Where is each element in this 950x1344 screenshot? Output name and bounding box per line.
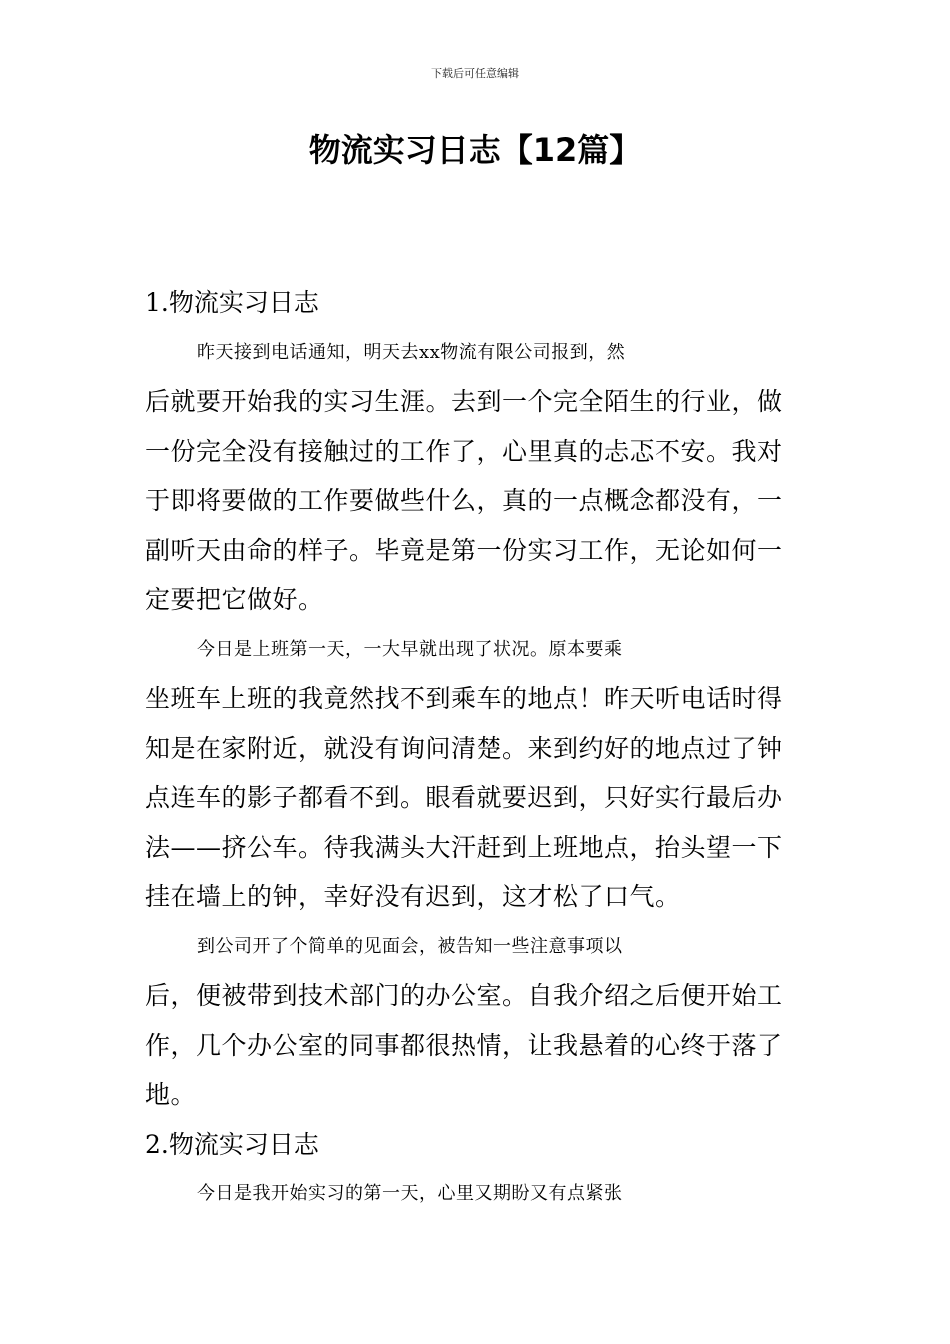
section-2 (145, 1120, 807, 1219)
paragraph (145, 328, 807, 625)
text-line: 定要把它做好。 (145, 585, 324, 614)
text-line: 副听天由命的样子。毕竟是第一份实习工作，无论如何一 (145, 535, 783, 565)
document-body (145, 278, 807, 1219)
text-line: 后就要开始我的实习生涯。去到一个完全陌生的行业，做 (145, 387, 783, 416)
text-line: 昨天接到电话通知，明天去xx物流有限公司报到，然 (197, 341, 626, 363)
text-line: 后，便被带到技术部门的办公室。自我介绍之后便开始工 (145, 981, 783, 1010)
header-note: 下载后可任意编辑 (431, 67, 519, 80)
text-line: 今日是我开始实习的第一天，心里又期盼又有点紧张 (197, 1183, 623, 1204)
text-line: 点连车的影子都看不到。眼看就要迟到，只好实行最后办 (145, 783, 783, 812)
text-line: 挂在墙上的钟，幸好没有迟到，这才松了口气。 (145, 882, 681, 911)
paragraph (145, 922, 807, 1120)
text-line: 今日是上班第一天，一大早就出现了状况。原本要乘 (197, 638, 623, 660)
section-1 (145, 278, 807, 1120)
text-line: 知是在家附近，就没有询问清楚。来到约好的地点过了钟 (145, 733, 783, 763)
paragraph (145, 625, 807, 922)
text-line: 法——挤公车。待我满头大汗赶到上班地点，抬头望一下 (145, 832, 783, 862)
text-line: 坐班车上班的我竟然找不到乘车的地点！昨天听电话时得 (145, 684, 783, 713)
text-line: 一份完全没有接触过的工作了，心里真的忐忑不安。我对 (145, 436, 783, 466)
text-line: 到公司开了个简单的见面会，被告知一些注意事项以 (197, 935, 623, 957)
document-title: 物流实习日志【12篇】 (308, 131, 642, 169)
section-heading: 2.物流实习日志 (145, 1129, 319, 1159)
text-line: 地。 (145, 1080, 197, 1109)
paragraph (145, 1169, 807, 1219)
section-heading: 1.物流实习日志 (145, 288, 319, 317)
text-line: 于即将要做的工作要做些什么，真的一点概念都没有，一 (145, 486, 783, 515)
text-line: 作，几个办公室的同事都很热情，让我悬着的心终于落了 (145, 1030, 783, 1060)
